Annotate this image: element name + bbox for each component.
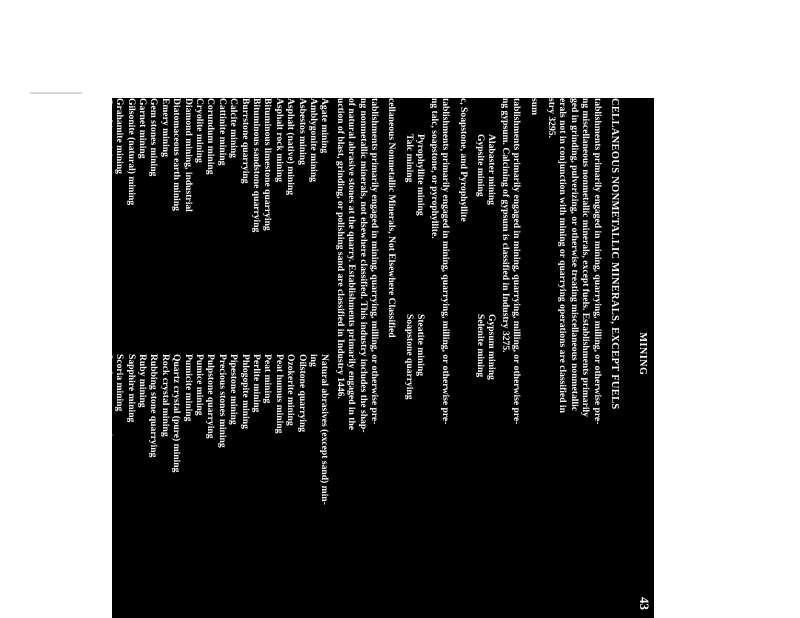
list-item: Asphalt (native) mining: [285, 98, 297, 196]
list-item: Scoria mining: [114, 354, 126, 412]
list-item: Vermiculite mining: [22, 354, 34, 433]
list-item: Rock crystal mining: [159, 354, 171, 437]
list-item: Phlogopite mining: [239, 354, 251, 429]
list-item: Garnet mining: [136, 98, 148, 159]
list-item: Scythestone quarrying: [102, 354, 114, 447]
list-item: Gypsum mining: [486, 314, 498, 380]
running-head: MINING: [637, 332, 648, 376]
list-item: Pyrophyllite mining: [415, 134, 427, 216]
list-item: Whetstone quarrying: [11, 354, 23, 442]
list-item: Burrstone quarrying: [239, 98, 251, 184]
list-item: Steatite mining: [415, 314, 427, 377]
gypsum-products: [475, 134, 498, 610]
gypsum-description-line: ng gypsum. Calcining of gypsum is classified in Industry 3275.: [499, 98, 511, 353]
list-item: Emery mining: [159, 98, 171, 157]
list-item: Turquoise mining: [34, 354, 46, 427]
intro-line: ng miscellaneous nonmetallic minerals, except fuels. Establishments primarily: [580, 98, 592, 417]
list-item: Amblygonite mining: [308, 98, 320, 182]
list-item: Millstone quarrying: [0, 98, 12, 181]
list-item: Jet mining: [34, 98, 46, 142]
list-item: Quartz crystal (pure) mining: [171, 354, 183, 473]
list-item: Corundum mining: [205, 98, 217, 175]
list-item: Selenite mining: [474, 314, 486, 378]
list-item: Ruby mining: [136, 354, 148, 408]
intro-line: stry 3295.: [545, 98, 557, 138]
industry-heading-talc: c, Soapstone, and Pyrophyllite: [457, 98, 469, 222]
list-item: Peat mining: [262, 354, 274, 404]
page-number: 43: [637, 597, 652, 610]
rotated-content: [0, 98, 654, 618]
list-item: Ozokerite mining: [285, 354, 297, 426]
list-item: Wollastonite mining: [0, 354, 12, 437]
list-item: Gilsonite (natural) mining: [125, 98, 137, 206]
talc-description-line: tablishments primarily engaged in mining, quarrying, milling, or otherwise pre-: [440, 98, 452, 425]
intro-line: erals not in conjunction with mining or quarrying operations are classified in: [557, 98, 569, 413]
list-item: Grahamite mining: [114, 98, 126, 174]
list-item: Peat humus mining: [273, 354, 285, 434]
list-item: Marl mining, mining or quarrying: [22, 98, 34, 239]
list-item: Oilstone quarrying: [296, 354, 308, 433]
list-item: Gem stones mining: [148, 98, 160, 177]
list-item: Tripoli mining: [45, 354, 57, 414]
major-group-title: CELLANEOUS NONMETALLIC MINERALS, EXCEPT FUELS: [609, 98, 620, 410]
list-item: Soapstone blocks mining: [79, 354, 91, 456]
list-item: Natural abrasives (except sand) min-: [319, 354, 331, 505]
industry-heading-misc: cellaneous Nonmetallic Minerals, Not Elsewhere Classified: [386, 98, 398, 338]
list-item: Precious stones mining: [216, 354, 228, 448]
list-item: Sharpening stone quarrying: [68, 354, 80, 470]
list-item: Pumicite mining: [182, 354, 194, 422]
misc-products-right-column: [0, 354, 330, 610]
list-item: Bituminous limestone quarrying: [262, 98, 274, 231]
list-item: Grindstone quarrying: [68, 98, 80, 189]
list-item: Cryolite mining: [194, 98, 205, 163]
list-item: Shredding peat: [57, 354, 69, 417]
list-item: Agate mining: [319, 98, 331, 154]
list-item: Asbestos mining: [296, 98, 308, 165]
list-item: Pulpstone quarrying: [205, 354, 217, 439]
margin-mark: [30, 92, 82, 94]
misc-description-line: uction of blast, grinding, or polishing sand are classified in Industry 1446.: [334, 98, 346, 399]
list-item: Diatomaceous earth mining: [171, 98, 183, 211]
list-item: Grinding peat: [79, 98, 91, 156]
list-item: Sodium sulfate mining: [91, 354, 103, 447]
list-item: Soapstone quarrying: [403, 314, 415, 400]
list-item: Iceland spar (optical grade calcite): [57, 98, 69, 240]
gypsum-description-line: tablishments primarily engaged in mining, quarrying, milling, or otherwise pre-: [511, 98, 523, 425]
list-item: Alabaster mining: [486, 134, 498, 205]
scanned-page: [0, 98, 654, 618]
list-item: Greensand mining: [91, 98, 103, 174]
misc-products-left-column: [0, 98, 330, 354]
list-item: Sapphire mining: [125, 354, 137, 423]
misc-description-line: tablishments primarily engaged in mining, quarrying, milling, or otherwise pre-: [369, 98, 381, 425]
list-item: Pipestone mining: [228, 354, 240, 425]
list-item: Bituminous sandstone quarrying: [251, 98, 263, 233]
talc-products: [404, 134, 427, 610]
list-item: Calcite mining: [228, 98, 240, 158]
list-item: Jade mining: [45, 98, 57, 149]
industry-heading-gypsum: sum: [528, 98, 540, 116]
misc-description-line: ng nonmetallic minerals, not elsewhere classified. This industry includes the shap-: [357, 98, 369, 433]
misc-description-line: of natural abrasive stones at the quarry. Establishments primarily engaged in the: [346, 98, 358, 431]
list-item: Rubbing stone quarrying: [148, 354, 160, 458]
list-item: Asphalt rock mining: [273, 98, 285, 183]
list-item: Gypsite mining: [474, 134, 486, 197]
misc-products: [0, 98, 330, 610]
intro-line: ged in grinding, pulverizing, or otherwise treating miscellaneous nonmetallic: [568, 98, 580, 412]
talc-description-line: ng talc, soapstone, or pyrophyllite.: [428, 98, 440, 239]
list-item: Pumice mining: [194, 354, 205, 416]
list-item: ing: [308, 354, 320, 367]
intro-line: tablishments primarily engaged in mining, quarrying, milling, or otherwise pre-: [591, 98, 603, 425]
page-header: [628, 98, 650, 610]
list-item: Mica mining: [11, 98, 23, 150]
list-item: Cattinite mining: [216, 98, 228, 166]
list-item: Perlite mining: [251, 354, 263, 413]
list-item: Talc mining: [403, 134, 415, 183]
list-item: Graphite mining: [102, 98, 114, 167]
list-item: Diamond mining, industrial: [182, 98, 194, 212]
